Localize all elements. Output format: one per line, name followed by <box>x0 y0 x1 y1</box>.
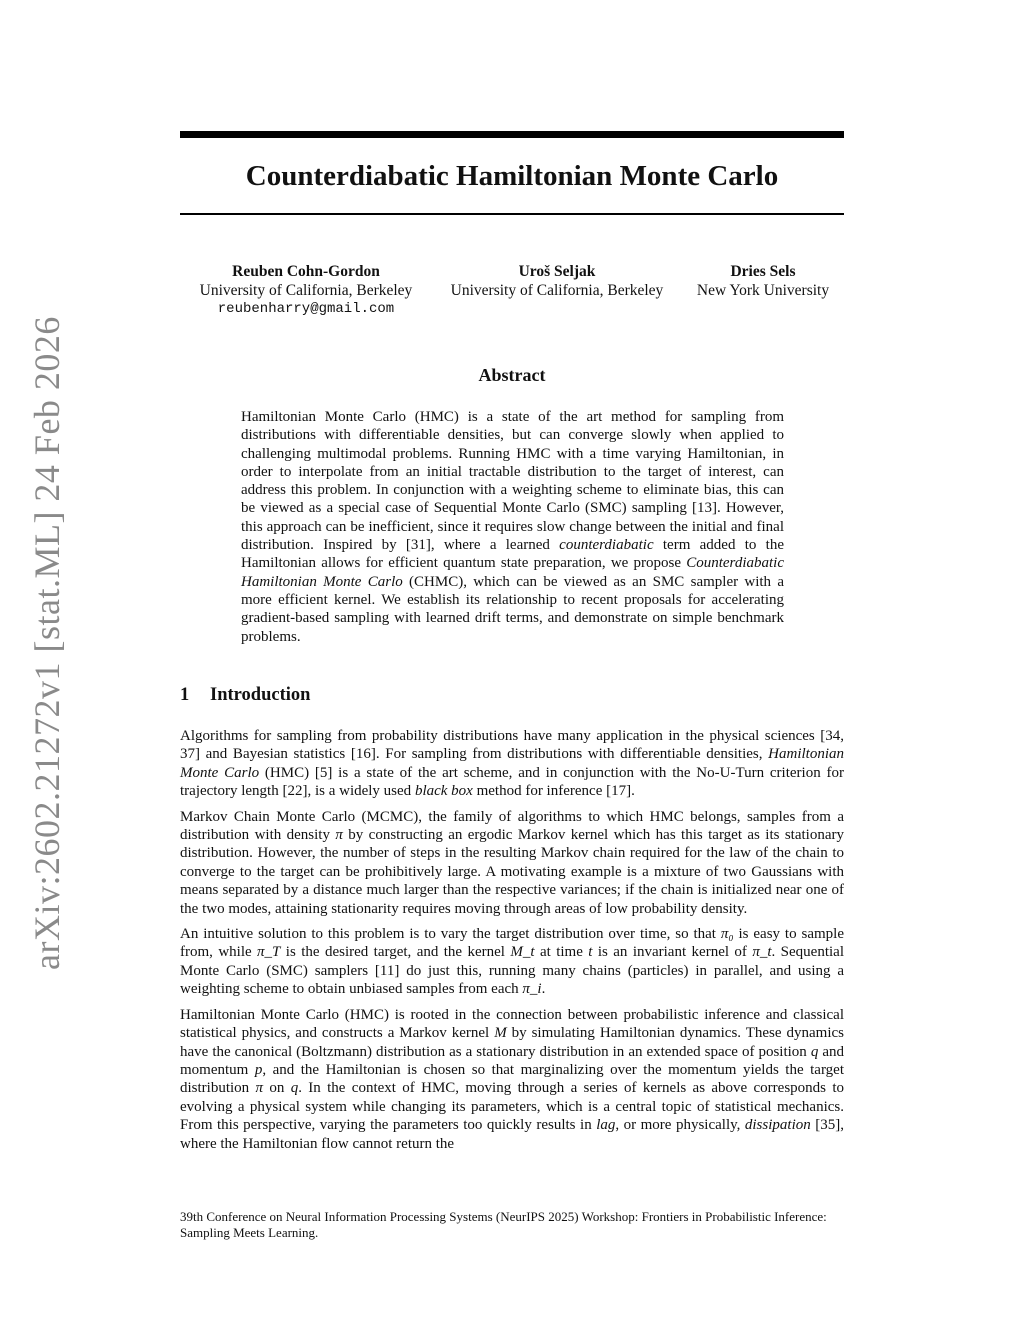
introduction-body <box>180 727 844 1160</box>
author-name: Reuben Cohn-Gordon <box>232 263 380 280</box>
abstract-text: Hamiltonian Monte Carlo (HMC) is a state of the art method for sampling from distributions with differentiable densities, but can converge slowly when applied to challenging multimodal problems. Running HMC with a time varying Hamiltonian, in order to interpolate from an initial tractable distribution to the target of interest, can address this problem. In conjunction with a weighting scheme to eliminate bias, this can be viewed as a special case of Sequential Monte Carlo (SMC) sampling [13]. However, this approach can be inefficient, since it requires slow change between the initial and final distribution. Inspired by [31], where a learned counterdiabatic term added to the Hamiltonian allows for efficient quantum state preparation, we propose Counterdiabatic Hamiltonian Monte Carlo (CHMC), which can be viewed as an SMC sampler with a more efficient kernel. We establish its relationship to recent proposals for accelerating gradient-based sampling with learned drift terms, and demonstrate on simple benchmark problems. <box>241 409 785 645</box>
section-title: Introduction <box>210 685 311 705</box>
abstract-emphasis: Counterdiabatic Hamiltonian Monte Carlo <box>241 555 784 590</box>
math-symbol: q <box>290 1080 299 1097</box>
author-name: Dries Sels <box>730 263 796 280</box>
math-symbol: q <box>810 1043 819 1060</box>
math-symbol: π_i <box>522 981 542 998</box>
abstract-emphasis: counterdiabatic <box>559 537 654 554</box>
math-symbol: p <box>254 1061 263 1078</box>
paper-title: Counterdiabatic Hamiltonian Monte Carlo <box>245 160 779 192</box>
section-number: 1 <box>180 685 190 705</box>
paragraph-2: Markov Chain Monte Carlo (MCMC), the family of algorithms to which HMC belongs, samples from a distribution with density π by constructing an ergodic Markov kernel which has this target as its stationary distribution. However, the number of steps in the resulting Markov chain required for the law of the chain to converge to the target can be prohibitively large. A motivating example is a mixture of two Gaussians with means separated by a distance much larger than the respective variances; if the chain is initialized near one of the two modes, attaining stationarity requires moving through areas of low probability density. <box>180 808 844 917</box>
paragraph-3: An intuitive solution to this problem is to vary the target distribution over time, so that π₀ is easy to sample from, while π_T is the desired target, and the kernel M_t at time t is an invariant kernel of π_t. Sequential Monte Carlo (SMC) samplers [11] do just this, running many chains (particles) in parallel, and using a weighting scheme to obtain unbiased samples from each π_i. <box>180 926 844 998</box>
math-symbol: M_t <box>510 944 535 961</box>
author-name: Uroš Seljak <box>518 263 596 280</box>
arxiv-identifier: arXiv:2602.21272v1 [stat.ML] 24 Feb 2026 <box>27 316 67 970</box>
paragraph-4: Hamiltonian Monte Carlo (HMC) is rooted in the connection between probabilistic inference and classical statistical physics, and constructs a Markov kernel M by simulating Hamiltonian dynamics. These dynamics have the canonical (Boltzmann) distribution as a stationary distribution in an extended space of position q and momentum p, and the Hamiltonian is chosen so that marginalizing over the momentum yields the target distribution π on q. In the context of HMC, moving through a series of kernels as above corresponds to evolving a physical system while changing its parameters, which is a central topic of statistical mechanics. From this perspective, varying the parameters too quickly results in lag, or more physically, dissipation [35], where the Hamiltonian flow cannot return the <box>180 1006 845 1152</box>
author-3 <box>682 262 844 300</box>
inline-emphasis: black box <box>414 783 473 800</box>
math-symbol: t <box>588 944 593 961</box>
author-affiliation: University of California, Berkeley <box>450 282 664 299</box>
section-heading-introduction <box>180 685 844 706</box>
conference-footnote: 39th Conference on Neural Information Processing Systems (NeurIPS 2025) Workshop: Frontiers in Probabilistic Inference: Sampling Meets Learning. <box>180 1209 827 1240</box>
author-2 <box>432 262 682 300</box>
math-symbol: π <box>335 827 343 844</box>
math-symbol: π_T <box>257 944 281 961</box>
inline-emphasis: Hamiltonian Monte Carlo <box>180 746 844 781</box>
author-email[interactable]: reubenharry@gmail.com <box>217 301 395 317</box>
author-block <box>180 262 844 322</box>
author-1 <box>180 262 432 319</box>
math-symbol: π <box>255 1080 264 1097</box>
author-affiliation: University of California, Berkeley <box>199 282 413 299</box>
math-symbol: π₀ <box>720 926 734 943</box>
inline-emphasis: dissipation <box>744 1117 811 1134</box>
title-top-rule <box>180 131 844 138</box>
math-symbol: π_t <box>752 944 772 961</box>
math-symbol: M <box>494 1025 507 1042</box>
abstract-heading: Abstract <box>478 365 546 385</box>
title-bottom-rule <box>180 213 844 215</box>
author-affiliation: New York University <box>696 282 830 299</box>
paragraph-1: Algorithms for sampling from probability distributions have many application in the physical sciences [34, 37] and Bayesian statistics [16]. For sampling from distributions with differentiable densities, Hamiltonian Monte Carlo (HMC) [5] is a state of the art scheme, and in conjunction with the No-U-Turn criterion for trajectory length [22], is a widely used black box method for inference [17]. <box>180 728 844 800</box>
inline-emphasis: lag <box>596 1117 616 1134</box>
